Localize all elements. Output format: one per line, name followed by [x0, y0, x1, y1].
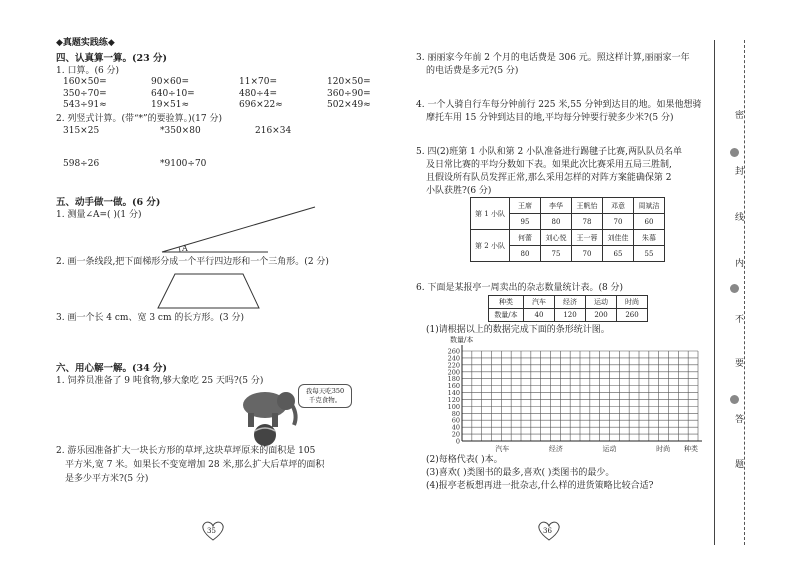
sidebar-char: 密 — [735, 111, 745, 121]
y-tick-label: 140 — [447, 389, 460, 398]
y-tick-label: 220 — [447, 361, 460, 370]
y-tick-label: 260 — [447, 347, 460, 356]
oral-item: 160×50= — [63, 77, 107, 87]
header-cell: 汽车 — [524, 296, 555, 309]
x-tick-label: 汽车 — [495, 445, 510, 453]
bubble-line: 千克食物。 — [308, 396, 342, 404]
section4-title: 四、认真算一算。(23 分) — [56, 53, 168, 64]
magazine-table — [488, 295, 648, 322]
vertical-item: 598÷26 — [63, 159, 100, 169]
binding-hole — [730, 148, 739, 157]
name-cell: 李华 — [541, 198, 572, 214]
team-label: 第 2 小队 — [471, 230, 510, 262]
oral-item: 11×70= — [239, 77, 277, 87]
chart-y-label: 数量/本 — [450, 336, 474, 344]
q-rectangle: 3. 画一个长 4 cm、宽 3 cm 的长方形。(3 分) — [56, 313, 244, 323]
value-cell: 120 — [555, 309, 586, 322]
header-cell: 时尚 — [617, 296, 648, 309]
team-score-table — [470, 197, 665, 262]
section5-title: 五、动手做一做。(6 分) — [56, 197, 161, 208]
q-oral-title: 1. 口算。(6 分) — [56, 66, 120, 76]
name-cell: 刘佳佳 — [603, 230, 634, 246]
y-tick-label: 200 — [447, 368, 460, 377]
y-tick-label: 0 — [455, 437, 460, 446]
q-bike-line: 摩托车用 15 分钟到达目的地,平均每分钟要行驶多少米?(5 分) — [426, 113, 674, 123]
oral-item: 502×49≈ — [327, 100, 371, 110]
angle-label: A — [182, 244, 188, 253]
oral-item: 640÷10= — [151, 88, 195, 99]
name-cell: 周斌洁 — [634, 198, 665, 214]
score-cell: 80 — [541, 214, 572, 230]
page-number-left: 35 — [207, 527, 216, 535]
y-tick-label: 80 — [451, 409, 460, 418]
value-cell: 数量/本 — [489, 309, 524, 322]
header-cell: 运动 — [586, 296, 617, 309]
sidebar-char: 不 — [735, 315, 745, 325]
table-row — [489, 296, 648, 309]
name-cell: 王帆怡 — [572, 198, 603, 214]
trapezoid-figure — [155, 272, 265, 312]
y-tick-label: 40 — [451, 423, 460, 432]
q-shuttlecock-line: 小队获胜?(6 分) — [426, 186, 492, 196]
vertical-item: 216×34 — [255, 126, 292, 136]
q-phone-line: 3. 丽丽家今年前 2 个月的电话费是 306 元。照这样计算,丽丽家一年 — [416, 53, 690, 63]
score-cell: 60 — [634, 214, 665, 230]
oral-item: 350÷70= — [63, 88, 107, 99]
sidebar-char: 要 — [735, 359, 745, 369]
q-phone-line: 的电话费是多元?(5 分) — [426, 66, 519, 76]
vertical-item: 315×25 — [63, 126, 100, 136]
binding-hole — [730, 395, 739, 404]
oral-item: 19×51≈ — [151, 100, 189, 110]
q-lawn-line: 是多少平方米?(5 分) — [65, 474, 149, 484]
oral-item: 360÷90= — [327, 88, 371, 99]
vertical-item: *9100÷70 — [160, 159, 207, 169]
score-cell: 70 — [603, 214, 634, 230]
table-row — [471, 198, 665, 214]
x-axis-label: 种类 — [684, 445, 698, 453]
header-title: ◆真题实践练◆ — [56, 38, 115, 48]
sub-question-2: (2)每格代表( )本。 — [426, 455, 503, 465]
score-cell: 55 — [634, 246, 665, 262]
binding-hole — [730, 284, 739, 293]
score-cell: 65 — [603, 246, 634, 262]
score-cell: 70 — [572, 246, 603, 262]
sub-question-3: (3)喜欢( )类图书的最多,喜欢( )类图书的最少。 — [426, 468, 615, 478]
sidebar-char: 封 — [735, 167, 745, 177]
sidebar-char: 答 — [735, 415, 745, 425]
y-tick-label: 160 — [447, 382, 460, 391]
oral-item: 90×60= — [151, 77, 189, 87]
y-tick-label: 240 — [447, 354, 460, 363]
table-row — [489, 309, 648, 322]
x-tick-label: 时尚 — [656, 445, 671, 453]
sidebar-char: 内 — [735, 259, 745, 269]
name-cell: 王席 — [510, 198, 541, 214]
header-cell: 经济 — [555, 296, 586, 309]
sub-question-4: (4)报亭老板想再进一批杂志,什么样的进货策略比较合适? — [426, 481, 654, 491]
value-cell: 40 — [524, 309, 555, 322]
score-cell: 78 — [572, 214, 603, 230]
q-lawn-line: 2. 游乐园准备扩大一块长方形的草坪,这块草坪原来的面积是 105 — [56, 446, 316, 456]
team-label: 第 1 小队 — [471, 198, 510, 230]
y-tick-label: 100 — [447, 402, 460, 411]
binding-line — [714, 40, 715, 545]
q-vertical-title: 2. 列竖式计算。(带“*”的要验算。)(17 分) — [56, 114, 223, 124]
score-cell: 95 — [510, 214, 541, 230]
q-angle: 1. 测量∠A=( )(1 分) — [56, 210, 142, 220]
binding-dashed-line — [744, 40, 745, 545]
x-tick-label: 运动 — [602, 445, 617, 453]
name-cell: 邓意 — [603, 198, 634, 214]
table-row — [471, 230, 665, 246]
y-tick-label: 120 — [447, 395, 460, 404]
name-cell: 王一蓉 — [572, 230, 603, 246]
sub-question-1: (1)请根据以上的数据完成下面的条形统计图。 — [426, 325, 610, 335]
q-elephant: 1. 饲养员准备了 9 吨食物,够大象吃 25 天吗?(5 分) — [56, 376, 264, 386]
q-shuttlecock-line: 且假设所有队员发挥正常,那么采用怎样的对阵方案能确保第 2 — [426, 173, 672, 183]
name-cell: 刘心悦 — [541, 230, 572, 246]
q-trapezoid: 2. 画一条线段,把下面梯形分成一个平行四边形和一个三角形。(2 分) — [56, 257, 329, 267]
y-tick-label: 60 — [451, 416, 460, 425]
q-shuttlecock-line: 及日常比赛的平均分数如下表。如果此次比赛采用五局三胜制, — [426, 160, 672, 170]
score-cell: 80 — [510, 246, 541, 262]
q-magazine-title: 6. 下面是某报亭一周卖出的杂志数量统计表。(8 分) — [416, 283, 624, 293]
q-shuttlecock-line: 5. 四(2)班第 1 小队和第 2 小队准备进行踢毽子比赛,两队队员名单 — [416, 147, 682, 157]
section6-title: 六、用心解一解。(34 分) — [56, 363, 168, 374]
bar-chart-grid — [430, 343, 710, 455]
y-tick-label: 180 — [447, 375, 460, 384]
bubble-line: 我每天吃350 — [305, 387, 345, 395]
page-number-right: 36 — [543, 527, 552, 535]
y-tick-label: 20 — [451, 430, 460, 439]
oral-item: 543÷91≈ — [63, 100, 107, 110]
oral-item: 696×22≈ — [239, 100, 283, 110]
q-lawn-line: 平方米,宽 7 米。如果长不变宽增加 28 米,那么扩大后草坪的面积 — [65, 460, 325, 470]
angle-figure — [150, 205, 320, 260]
speech-bubble — [298, 384, 352, 408]
oral-grid — [63, 77, 415, 112]
name-cell: 朱慕 — [634, 230, 665, 246]
x-tick-label: 经济 — [548, 445, 563, 453]
vertical-item: *350×80 — [160, 126, 201, 136]
oral-item: 480÷4= — [239, 88, 277, 99]
q-bike-line: 4. 一个人骑自行车每分钟前行 225 米,55 分钟到达目的地。如果他想骑 — [416, 100, 702, 110]
score-cell: 75 — [541, 246, 572, 262]
oral-item: 120×50= — [327, 77, 371, 87]
header-cell: 种类 — [489, 296, 524, 309]
sidebar-char: 题 — [735, 460, 745, 470]
name-cell: 何蕾 — [510, 230, 541, 246]
value-cell: 200 — [586, 309, 617, 322]
value-cell: 260 — [617, 309, 648, 322]
sidebar-char: 线 — [735, 213, 745, 223]
